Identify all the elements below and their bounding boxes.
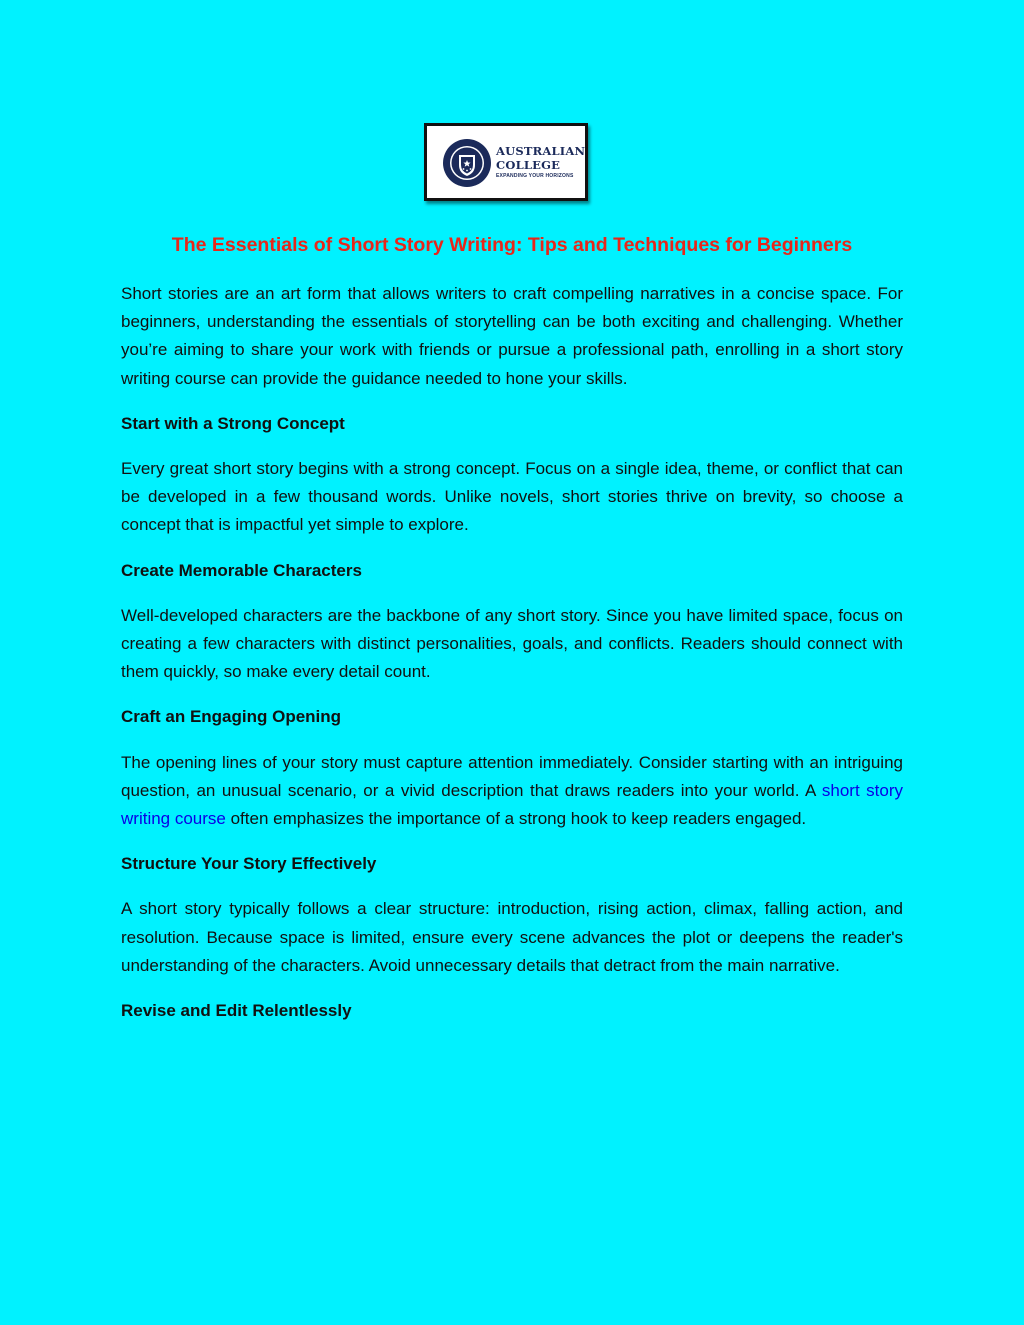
college-logo bbox=[424, 123, 588, 201]
section-body-structure: A short story typically follows a clear structure: introduction, rising action, climax, falling action, and resolution. Because space is limited, ensure every scene advances the plot or deepens the reader's understanding of the characters. Avoid unnecessary details that detract from the main narrative. bbox=[121, 899, 903, 975]
opening-text-after-link: often emphasizes the importance of a strong hook to keep readers engaged. bbox=[225, 809, 807, 829]
section-heading-concept: Start with a Strong Concept bbox=[121, 413, 345, 433]
short-story-course-link[interactable]: short story writing course bbox=[121, 780, 903, 829]
section-heading-structure: Structure Your Story Effectively bbox=[121, 854, 377, 874]
section-body-characters: Well-developed characters are the backbone of any short story. Since you have limited space, focus on creating a few characters with distinct personalities, goals, and conflicts. Readers should connect with them quickly, so make every detail count. bbox=[121, 605, 903, 682]
section-heading-revise: Revise and Edit Relentlessly bbox=[121, 1001, 352, 1021]
section-body-concept: Every great short story begins with a strong concept. Focus on a single idea, theme, or conflict that can be developed in a few thousand words. Unlike novels, short stories thrive on brevity, so choose a concept that is impactful yet simple to explore. bbox=[121, 459, 903, 535]
opening-text-before-link: The opening lines of your story must capture attention immediately. Consider starting with an intriguing question, an unusual scenario, or a vivid description that draws readers into your world. A bbox=[121, 752, 903, 800]
college-crest-icon bbox=[442, 138, 492, 188]
logo-line-college: COLLEGE bbox=[496, 157, 561, 172]
document-title: The Essentials of Short Story Writing: Tips and Techniques for Beginners bbox=[171, 234, 853, 256]
logo-wordmark bbox=[496, 146, 585, 179]
section-body-opening bbox=[121, 749, 903, 834]
intro-paragraph: Short stories are an art form that allows writers to craft compelling narratives in a concise space. For beginners, understanding the essentials of storytelling can be both exciting and challenging. Whether you’re aiming to share your work with friends or pursue a professional path, enrolling in a short story writing course can provide the guidance needed to hone your skills. bbox=[121, 284, 903, 388]
logo-tagline: EXPANDING YOUR HORIZONS bbox=[496, 173, 574, 179]
section-heading-characters: Create Memorable Characters bbox=[121, 560, 362, 580]
logo-line-australian: AUSTRALIAN bbox=[496, 144, 586, 158]
article-body bbox=[121, 280, 903, 1042]
section-heading-opening: Craft an Engaging Opening bbox=[121, 707, 342, 727]
